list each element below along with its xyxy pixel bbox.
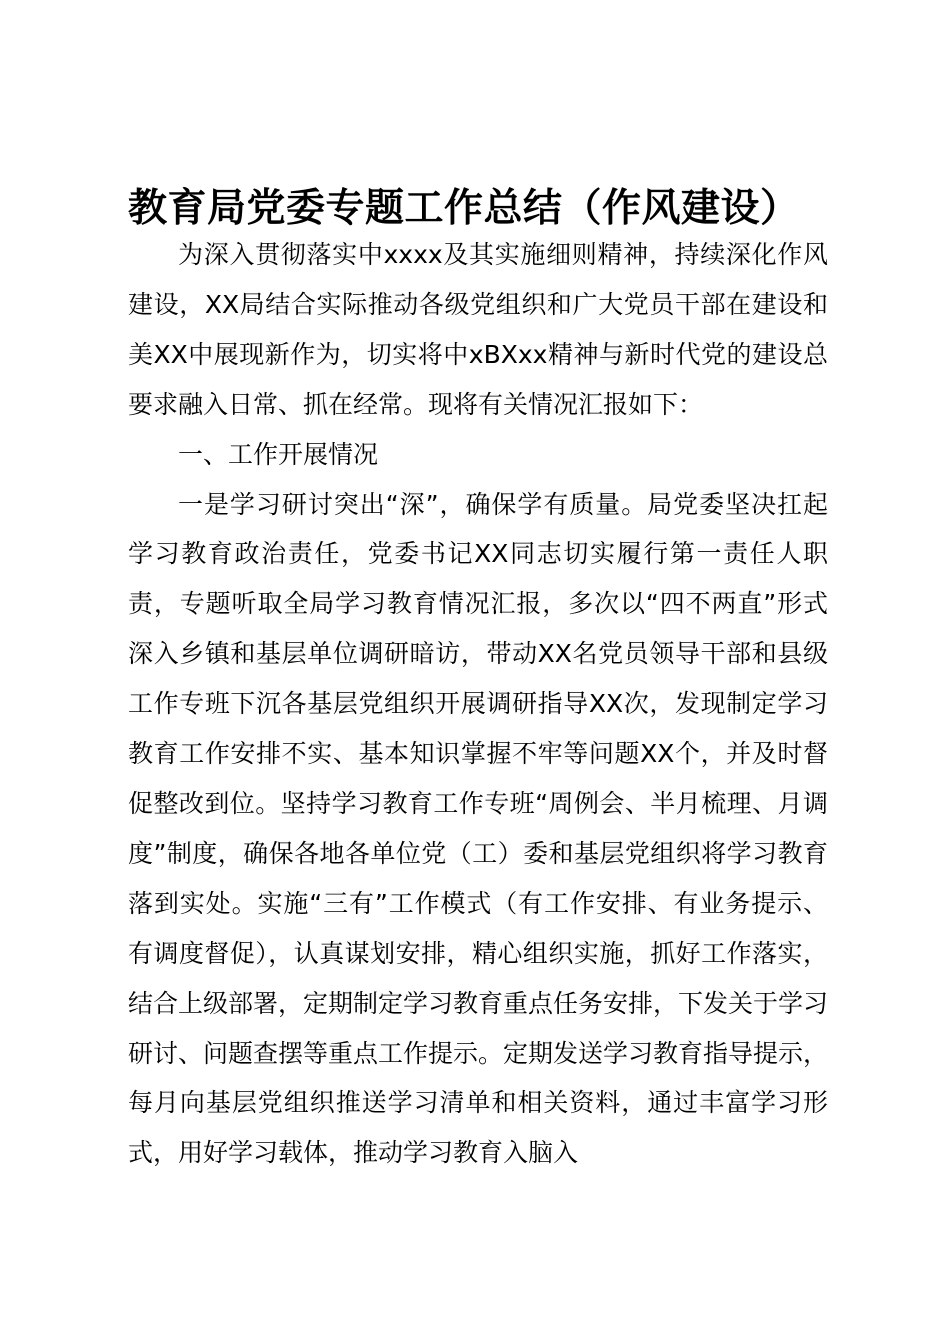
section-heading: 一、工作开展情况 <box>178 439 379 469</box>
document-body <box>128 230 828 1178</box>
document-title: 教育局党委专题工作总结（作风建设） <box>128 185 800 231</box>
section-paragraph: 一是学习研讨突出“深”，确保学有质量。局党委坚决扛起学习教育政治责任，党委书记XX同志切实履行第一责任人职责，专题听取全局学习教育情况汇报，多次以“四不两直”形式深入乡镇和基层单位调研暗访，带动XX名党员领导干部和县级工作专班下沉各基层党组织开展调研指导XX次，发现制定学习教育工作安排不实、基本知识掌握不牢等问题XX个，并及时督促整改到位。坚持学习教育工作专班“周例会、半月梳理、月调度”制度，确保各地各单位党（工）委和基层党组织将学习教育落到实处。实施“三有”工作模式（有工作安排、有业务提示、有调度督促），认真谋划安排，精心组织实施，抓好工作落实，结合上级部署，定期制定学习教育重点任务安排，下发关于学习研讨、问题查摆等重点工作提示。定期发送学习教育指导提示，每月向基层党组织推送学习清单和相关资料，通过丰富学习形式，用好学习载体，推动学习教育入脑入 <box>128 489 829 1168</box>
intro-paragraph: 为深入贯彻落实中xxxx及其实施细则精神，持续深化作风建设，XX局结合实际推动各级党组织和广大党员干部在建设和美XX中展现新作为，切实将中xBXxx精神与新时代党的建设总要求融入日常、抓在经常。现将有关情况汇报如下： <box>128 240 828 419</box>
